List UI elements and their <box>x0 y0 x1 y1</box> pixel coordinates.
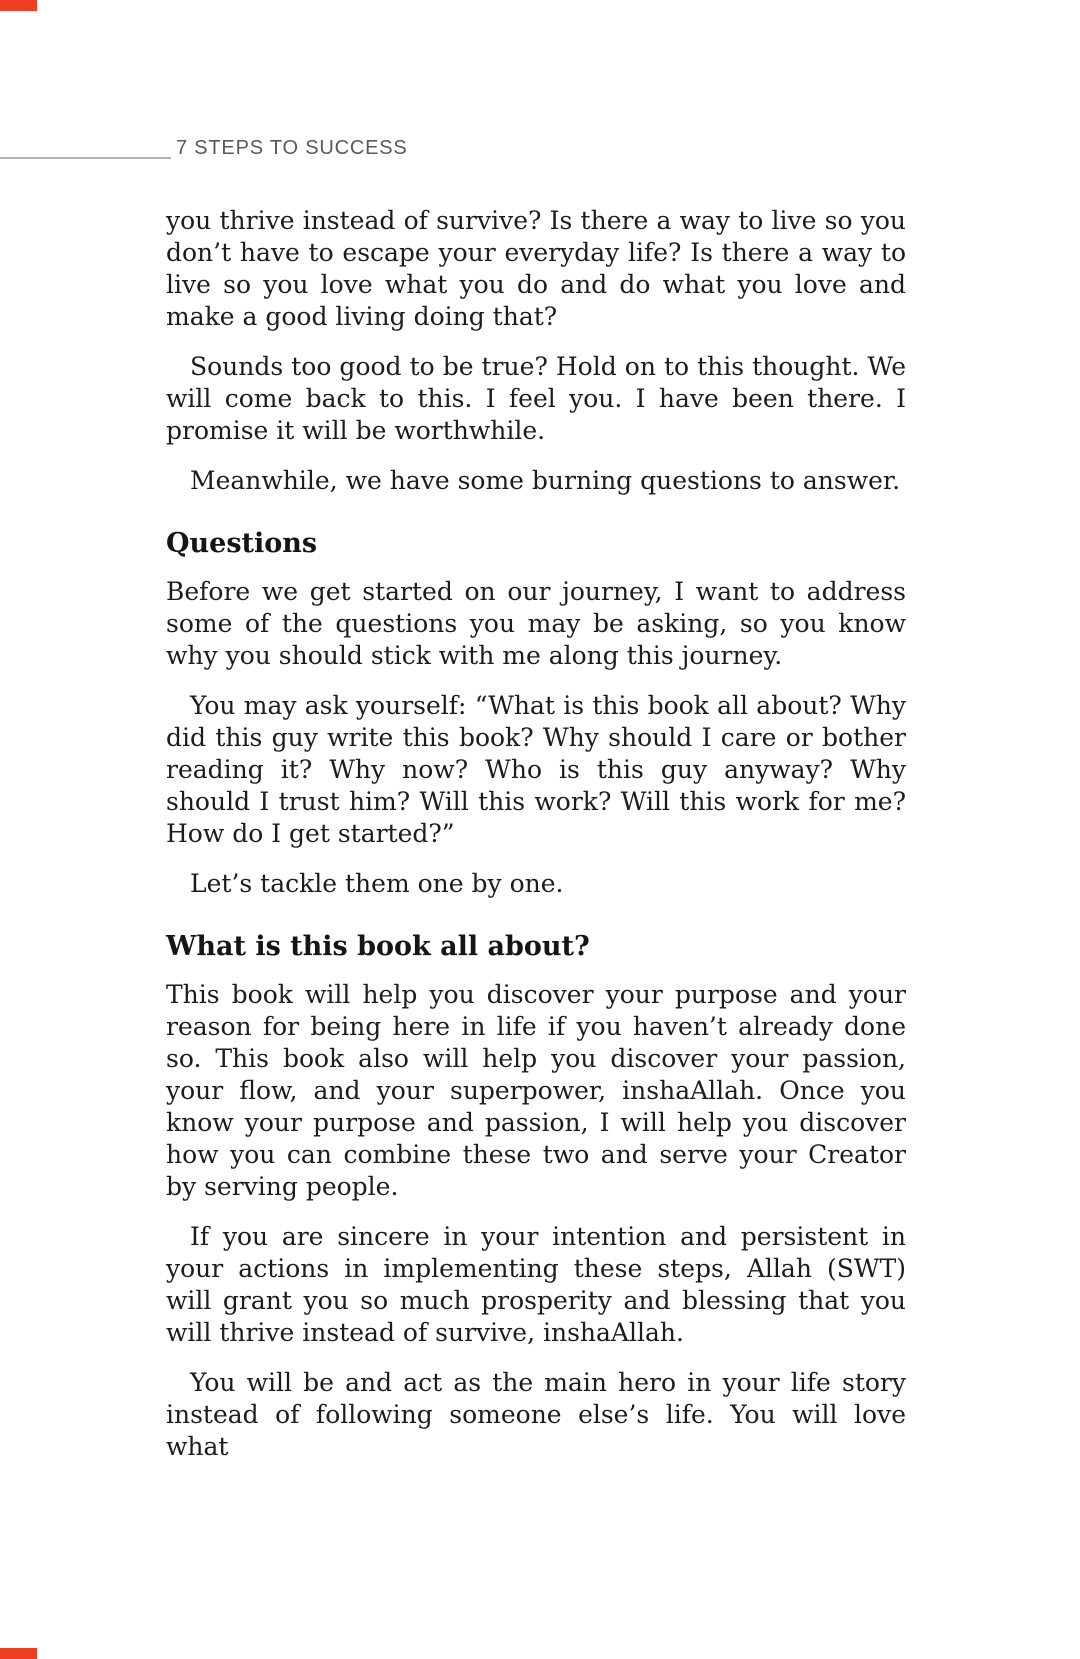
running-header <box>0 0 1080 170</box>
paragraph: Meanwhile, we have some burning questions to answer. <box>190 466 901 495</box>
paragraph: Before we get started on our journey, I want to address some of the questions you may be asking, so you know why you should stick with me along this journey. <box>166 577 906 670</box>
header-rule <box>0 157 171 159</box>
running-header-title: 7 STEPS TO SUCCESS <box>176 137 408 159</box>
paragraph: You will be and act as the main hero in your life story instead of following someone else’s life. You will love what <box>166 1368 906 1461</box>
section-heading-questions: Questions <box>166 528 318 559</box>
paragraph: If you are sincere in your intention and persistent in your actions in implementing these steps, Allah (SWT) will grant you so much prosperity and blessing that you will thrive instead of survive, inshaAllah. <box>166 1222 906 1347</box>
paragraph: Let’s tackle them one by one. <box>190 869 564 898</box>
section-heading-about-book: What is this book all about? <box>166 931 590 962</box>
page-body <box>166 205 906 1481</box>
paragraph: This book will help you discover your purpose and your reason for being here in life if you haven’t already done so. This book also will help you discover your passion, your flow, and your superpower, inshaAllah. Once you know your purpose and passion, I will help you discover how you can combine these two and serve your Creator by serving people. <box>166 980 906 1201</box>
paragraph: You may ask yourself: “What is this book all about? Why did this guy write this book? Why should I care or bother reading it? Why now? Who is this guy anyway? Why should I trust him? Will this work? Will this work for me? How do I get started?” <box>166 691 906 848</box>
page-edge-mark-bottom <box>0 1648 37 1659</box>
paragraph: you thrive instead of survive? Is there a way to live so you don’t have to escape your everyday life? Is there a way to live so you love what you do and do what you love and make a good living doing that? <box>166 206 906 331</box>
paragraph: Sounds too good to be true? Hold on to this thought. We will come back to this. I feel you. I have been there. I promise it will be worthwhile. <box>166 352 906 445</box>
